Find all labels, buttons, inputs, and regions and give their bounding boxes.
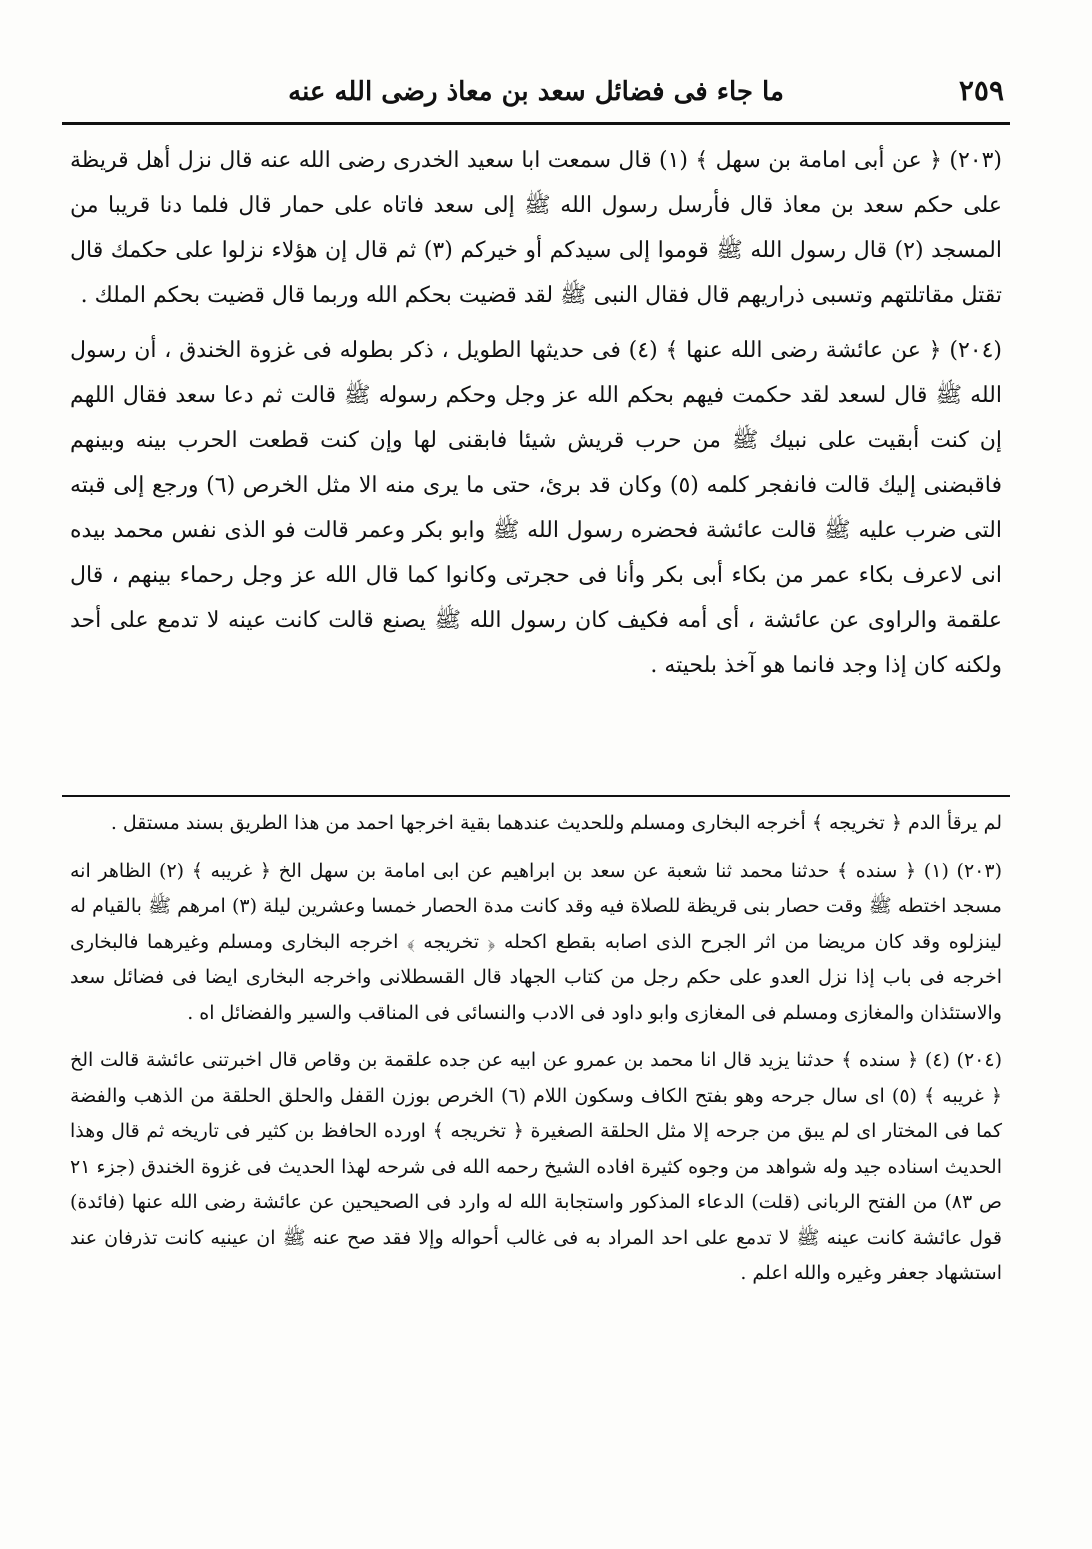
- hadith-203: (٢٠٣) ﴿ عن أبى امامة بن سهل ﴾ (١) قال سمعت ابا سعيد الخدرى رضى الله عنه قال نزل أهل قريظة على حكم سعد بن معاذ قال فأرسل رسول الله ﷺ إلى سعد فاتاه على حمار قال فلما دنا قريبا من المسجد (٢) قال رسول الله ﷺ قوموا إلى سيدكم أو خيركم (٣) ثم قال إن هؤلاء نزلوا على حكمك قال تقتل مقاتلتهم وتسبى ذراريهم قال فقال النبى ﷺ لقد قضيت بحكم الله وربما قال قضيت بحكم الملك .: [70, 148, 1002, 308]
- footnote-203: (٢٠٣) (١) ﴿ سنده ﴾ حدثنا محمد ثنا شعبة عن سعد بن ابراهيم عن ابى امامة بن سهل الخ ﴿ غريبه ﴾ (٢) الظاهر انه مسجد اختطه ﷺ وقت حصار بنى قريظة للصلاة فيه وقد كانت مدة الحصار خمسا وعشرين ليلة (٣) امرهم ﷺ بالقيام له لينزلوه وقد كان مريضا من اثر الجرح الذى اصابه بقطع اكحله ﴿ تخريجه ﴾ اخرجه البخارى ومسلم وغيرهما فالبخارى اخرجه فى باب إذا نزل العدو على حكم رجل من كتاب الجهاد قال القسطلانى واخرجه البخارى ايضا فى فضائل سعد والاستئذان والمغازى ومسلم فى المغازى وابو داود فى الادب والنسائى فى المناقب والسير والفضائل اه .: [70, 859, 1002, 1024]
- chapter-title: ما جاء فى فضائل سعد بن معاذ رضى الله عنه: [288, 77, 784, 107]
- footnote-rule: [62, 795, 1010, 797]
- header-rule: [62, 122, 1010, 125]
- footnotes: [70, 806, 1002, 1304]
- page-number: ٢٥٩: [958, 74, 1004, 107]
- main-text: [70, 138, 1002, 698]
- hadith-204: (٢٠٤) ﴿ عن عائشة رضى الله عنها ﴾ (٤) فى حديثها الطويل ، ذكر بطوله فى غزوة الخندق ، أن رسول الله ﷺ قال لسعد لقد حكمت فيهم بحكم الله عز وجل وحكم رسوله ﷺ قالت ثم دعا سعد فقال اللهم إن كنت أبقيت على نبيك ﷺ من حرب قريش شيئا فابقنى لها وإن كنت قطعت الحرب بينه وبينهم فاقبضنى إليك قالت فانفجر كلمه (٥) وكان قد برئ، حتى ما يرى منه الا مثل الخرص (٦) ورجع إلى قبته التى ضرب عليه ﷺ قالت عائشة فحضره رسول الله ﷺ وابو بكر وعمر قالت فو الذى نفس محمد بيده انى لاعرف بكاء عمر من بكاء أبى بكر وأنا فى حجرتى وكانوا كما قال الله عز وجل رحماء بينهم ، قال علقمة والراوى عن عائشة ، أى أمه فكيف كان رسول الله ﷺ يصنع قالت كانت عينه لا تدمع على أحد ولكنه كان إذا وجد فانما هو آخذ بلحيته .: [70, 338, 1002, 678]
- footnote-204: (٢٠٤) (٤) ﴿ سنده ﴾ حدثنا يزيد قال انا محمد بن عمرو عن ابيه عن جده علقمة بن وقاص قال اخبرتنى عائشة قالت الخ ﴿ غريبه ﴾ (٥) اى سال جرحه وهو بفتح الكاف وسكون اللام (٦) الخرص بوزن القفل والحلق الحلقة من الذهب والفضة كما فى المختار اى لم يبق من جرحه إلا مثل الحلقة الصغيرة ﴿ تخريجه ﴾ اورده الحافظ بن كثير فى تاريخه ثم قال وهذا الحديث اسناده جيد وله شواهد من وجوه كثيرة افاده الشيخ رحمه الله فى شرحه لهذا الحديث فى غزوة الخندق (جزء ٢١ ص ٨٣) من الفتح الربانى (قلت) الدعاء المذكور واستجابة الله له وارد فى الصحيحين عن عائشة رضى الله عنها (فائدة) قول عائشة كانت عينه ﷺ لا تدمع على احد المراد به فى غالب أحواله وإلا فقد صح عنه ﷺ ان عينيه كانت تذرفان عند استشهاد جعفر وغيره والله اعلم .: [70, 1049, 1002, 1284]
- running-header: [68, 72, 1004, 112]
- footnote-continuation: لم يرقأ الدم ﴿ تخريجه ﴾ أخرجه البخارى ومسلم وللحديث عندهما بقية اخرجها احمد من هذا الطريق بسند مستقل .: [110, 812, 1002, 834]
